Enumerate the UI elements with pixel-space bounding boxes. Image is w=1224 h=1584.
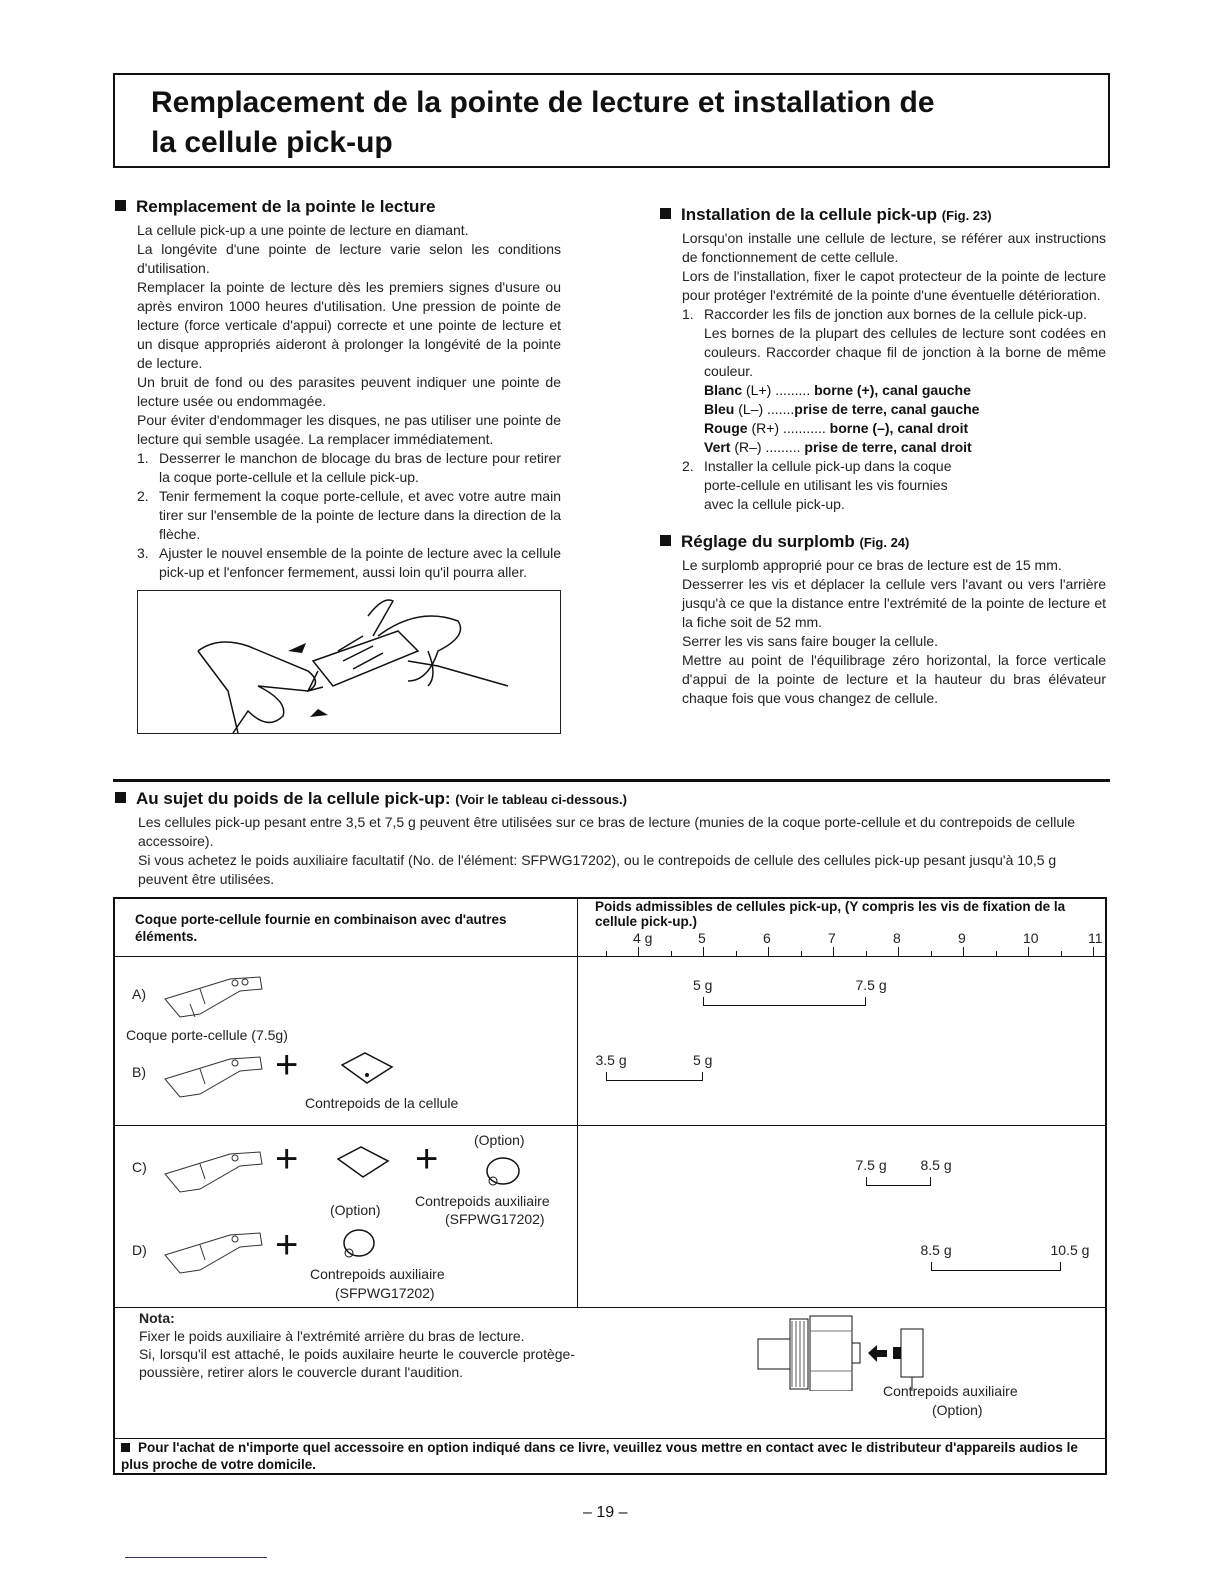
headshell-icon	[160, 1049, 270, 1099]
column-header: Poids admissibles de cellules pick-up, (Y compris les vis de fixation de la cellule pick-up.)	[595, 899, 1066, 929]
headshell-icon	[160, 1225, 270, 1275]
paragraph: La cellule pick-up a une pointe de lecture en diamant.	[137, 222, 469, 238]
scale-tick	[963, 947, 964, 956]
weight-range-label: 10.5 g	[1050, 1242, 1090, 1258]
option-label: (Option)	[330, 1202, 381, 1218]
page-title	[151, 83, 1101, 163]
headshell-icon	[160, 969, 270, 1019]
auxiliary-weight-icon	[481, 1153, 525, 1193]
wire-color-list	[704, 381, 1106, 457]
weight-range-bar	[703, 997, 866, 1006]
step-text: Desserrer le manchon de blocage du bras de lecture pour retirer la coque porte-cellule et la cellule pick-up.	[159, 450, 561, 485]
heading-text: Remplacement de la pointe le lecture	[136, 197, 436, 216]
weight-scale	[578, 930, 1108, 956]
weight-range-label: 7.5 g	[855, 977, 887, 993]
step	[682, 457, 1106, 514]
cartridge-counterweight-icon	[333, 1145, 393, 1181]
hands-removing-stylus-illustration	[138, 591, 560, 733]
paragraph: La longévite d'une pointe de lecture varie selon les conditions d'utilisation.	[137, 241, 561, 276]
table-footer	[121, 1439, 1106, 1473]
paragraph: Les bornes de la plupart des cellules de lecture sont codées en couleurs. Raccorder chaque fil de jonction à la borne de même couleur.	[704, 325, 1106, 379]
weight-range-label: 7.5 g	[855, 1157, 887, 1173]
paragraph: Fixer le poids auxiliaire à l'extrémité arrière du bras de lecture.	[139, 1328, 525, 1344]
scale-label: 11	[1088, 930, 1103, 946]
title-line: la cellule pick-up	[151, 126, 393, 159]
weight-range-bar	[606, 1072, 704, 1081]
paragraph: Lors de l'installation, fixer le capot protecteur de la pointe de lecture pour protéger l'extrémité de la pointe d'une éventuelle détérioration.	[682, 268, 1106, 303]
step-number: 1.	[137, 450, 149, 466]
weight-range-label: 5 g	[693, 1052, 713, 1068]
paragraph: Un bruit de fond ou des parasites peuvent indiquer une pointe de lecture usée ou endommagée.	[137, 374, 561, 409]
stylus-body	[137, 221, 561, 734]
row-divider	[115, 1307, 1105, 1308]
wire-row: Rouge (R+) ........... borne (–), canal droit	[704, 420, 969, 436]
bullet-square-icon	[121, 1443, 130, 1452]
paragraph: Mettre au point de l'équilibrage zéro horizontal, la force verticale d'appui de la pointe de lecture et la hauteur du bras élévateur chaque fois que vous changez de cellule.	[682, 652, 1106, 706]
auxiliary-weight-icon	[337, 1225, 381, 1265]
row-label: B)	[132, 1064, 146, 1080]
scale-tick	[898, 947, 899, 956]
section-heading-stylus	[115, 197, 435, 217]
cartridge-weight-table	[113, 897, 1107, 1475]
weight-range-label: 3.5 g	[595, 1052, 627, 1068]
scale-tick	[736, 951, 737, 956]
scale-tick	[638, 947, 639, 956]
step	[682, 305, 1106, 324]
headshell-icon	[160, 1144, 270, 1194]
scale-tick	[801, 951, 802, 956]
step-number: 3.	[137, 545, 149, 561]
plus-icon: +	[275, 1223, 299, 1267]
step-text: Raccorder les fils de jonction aux bornes de la cellule pick-up.	[704, 306, 1087, 322]
scale-tick	[833, 947, 834, 956]
row-caption: Contrepoids auxiliaire	[415, 1193, 550, 1209]
title-box	[113, 73, 1110, 168]
scale-label: 6	[763, 930, 771, 946]
paragraph: Remplacer la pointe de lecture dès les premiers signes d'usure ou après environ 1000 heures d'utilisation. Une pression de pointe de lecture (force verticale d'appui) correcte et une pointe de lecture et un disque appropriés aideront à prolonger la longévité de la pointe de lecture.	[137, 279, 561, 371]
scale-tick	[996, 951, 997, 956]
footer-text: Pour l'achat de n'importe quel accessoire en option indiqué dans ce livre, veuillez vous mettre en contact avec le distributeur d'appareils audios le plus proche de votre domicile.	[121, 1440, 1078, 1472]
scale-tick	[671, 951, 672, 956]
part-code: (SFPWG17202)	[445, 1211, 545, 1227]
bullet-square-icon	[660, 208, 671, 219]
arrow-left-icon	[868, 1345, 887, 1362]
option-label: (Option)	[474, 1132, 525, 1148]
weight-range-label: 8.5 g	[920, 1242, 952, 1258]
scale-tick	[866, 951, 867, 956]
section-heading-weight	[115, 789, 627, 809]
stylus-replacement-figure	[137, 590, 561, 734]
weight-range-label: 8.5 g	[920, 1157, 952, 1173]
wire-row: Vert (R–) ......... prise de terre, canal droit	[704, 439, 972, 455]
wire-row: Blanc (L+) ......... borne (+), canal gauche	[704, 382, 971, 398]
bullet-square-icon	[660, 535, 671, 546]
section-heading-overhang	[660, 532, 1106, 552]
step	[137, 449, 561, 487]
step-text: Ajuster le nouvel ensemble de la pointe de lecture avec la cellule pick-up et l'enfoncer fermement, aussi loin qu'il pourra aller.	[159, 545, 561, 580]
scale-label: 5	[698, 930, 706, 946]
right-column	[660, 205, 1106, 708]
nota-title: Nota:	[139, 1310, 175, 1326]
paragraph: Serrer les vis sans faire bouger la cellule.	[682, 633, 939, 649]
heading-note: (Voir le tableau ci-dessous.)	[455, 792, 627, 807]
step-number: 2.	[137, 488, 149, 504]
weight-range-bar	[931, 1262, 1061, 1271]
step-number: 1.	[682, 306, 694, 322]
step-text: Installer la cellule pick-up dans la coque porte-cellule en utilisant les vis fournies avec la cellule pick-up.	[704, 458, 952, 512]
row-caption: Contrepoids auxiliaire	[310, 1266, 445, 1282]
figure-ref: (Fig. 23)	[941, 208, 992, 223]
title-line: Remplacement de la pointe de lecture et installation de	[151, 86, 935, 119]
scale-label: 7	[828, 930, 836, 946]
install-body	[682, 229, 1106, 514]
heading-text: Réglage du surplomb	[681, 532, 855, 551]
row-caption: Contrepoids de la cellule	[305, 1095, 459, 1111]
arrow-icon	[310, 709, 328, 717]
nota	[139, 1309, 575, 1381]
bullet-square-icon	[115, 792, 126, 803]
weight-range-bar	[866, 1177, 931, 1186]
row-caption: Coque porte-cellule (7.5g)	[126, 1027, 288, 1043]
plus-icon: +	[275, 1043, 299, 1087]
step-number: 2.	[682, 458, 694, 474]
scale-tick	[1028, 947, 1029, 956]
weight-body	[138, 813, 1098, 889]
paragraph: Le surplomb approprié pour ce bras de lecture est de 15 mm.	[682, 557, 1062, 573]
scale-tick	[931, 951, 932, 956]
figure-caption: (Option)	[932, 1402, 983, 1418]
row-label: A)	[132, 986, 146, 1002]
column-header: Coque porte-cellule fournie en combinaison avec d'autres éléments.	[135, 912, 507, 944]
scale-tick	[703, 947, 704, 956]
page-number: – 19 –	[583, 1504, 628, 1521]
paragraph: Desserrer les vis et déplacer la cellule vers l'avant ou vers l'arrière jusqu'à ce que la distance entre l'extrémité de la pointe de lecture et la fiche soit de 52 mm.	[682, 576, 1106, 630]
wire-row: Bleu (L–) .......prise de terre, canal gauche	[704, 401, 980, 417]
heading-text: Au sujet du poids de la cellule pick-up:	[136, 789, 451, 808]
scale-tick	[606, 951, 607, 956]
paragraph: Si vous achetez le poids auxiliaire facultatif (No. de l'élément: SFPWG17202), ou le contrepoids de cellule des cellules pick-up pesant jusqu'à 10,5 g peuvent être utilisées.	[138, 852, 1057, 887]
plus-icon: +	[275, 1137, 299, 1181]
scale-tick	[1061, 951, 1062, 956]
overhang-body	[682, 556, 1106, 708]
paragraph: Pour éviter d'endommager les disques, ne pas utiliser une pointe de lecture qui semble usagée. La remplacer immédiatement.	[137, 412, 561, 447]
paragraph: Lorsqu'on installe une cellule de lecture, se référer aux instructions de fonctionnement de cette cellule.	[682, 230, 1106, 265]
cartridge-counterweight-icon	[337, 1051, 397, 1087]
part-code: (SFPWG17202)	[335, 1285, 435, 1301]
scale-label: 8	[893, 930, 901, 946]
step-text: Tenir fermement la coque porte-cellule, et avec votre autre main tirer sur l'ensemble de la pointe de lecture dans la direction de la flèche.	[159, 488, 561, 542]
paragraph: Si, lorsqu'il est attaché, le poids auxilaire heurte le couvercle protège-poussière, retirer alors le couvercle durant l'audition.	[139, 1346, 575, 1380]
arrow-icon	[288, 643, 306, 653]
weight-range-label: 5 g	[693, 977, 713, 993]
scale-label: 10	[1023, 930, 1039, 946]
weight-ranges	[578, 957, 1108, 1307]
scale-label: 9	[958, 930, 966, 946]
figure-ref: (Fig. 24)	[859, 535, 910, 550]
figure-caption: Contrepoids auxiliaire	[883, 1383, 1018, 1399]
step	[137, 544, 561, 582]
plus-icon: +	[415, 1137, 439, 1181]
bullet-square-icon	[115, 200, 126, 211]
divider	[113, 779, 1110, 782]
row-label: C)	[132, 1159, 147, 1175]
scale-tick	[768, 947, 769, 956]
section-heading-install	[660, 205, 1106, 225]
scale-label: 4 g	[633, 930, 653, 946]
scale-tick	[1093, 947, 1094, 956]
row-label: D)	[132, 1242, 147, 1258]
step	[137, 487, 561, 544]
heading-text: Installation de la cellule pick-up	[681, 205, 938, 224]
paragraph: Les cellules pick-up pesant entre 3,5 et 7,5 g peuvent être utilisées sur ce bras de lecture (munies de la coque porte-cellule et du contrepoids de cellule accessoire).	[138, 814, 1075, 849]
auxiliary-weight-mounting-figure	[755, 1311, 955, 1391]
footer-line	[125, 1557, 267, 1558]
